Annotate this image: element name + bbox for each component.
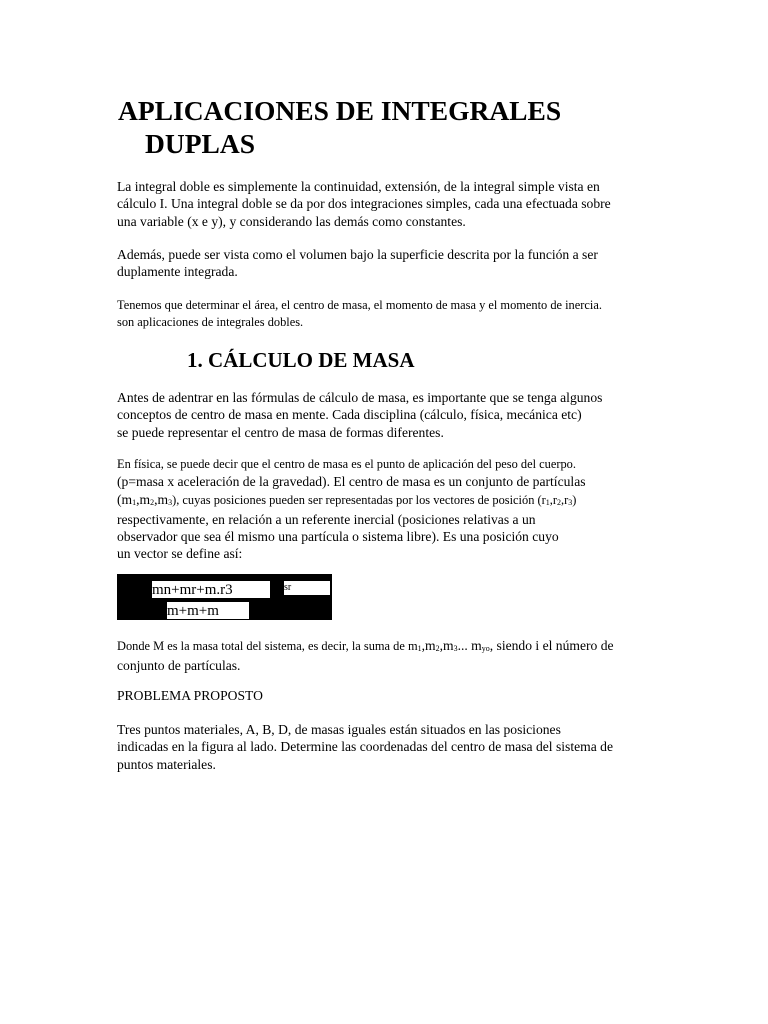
title-line-2: DUPLAS	[145, 128, 256, 159]
subscript: 3	[453, 644, 458, 653]
text-line: puntos materiales.	[117, 756, 216, 772]
text-line: Además, puede ser vista como el volumen bajo la superficie descrita por la función a ser	[117, 247, 598, 262]
subscript: 2	[435, 644, 440, 653]
subscript: 1	[545, 497, 550, 507]
text-line: una variable (x e y), y considerando las demás como constantes.	[117, 213, 466, 229]
title-line-1: APLICACIONES DE INTEGRALES	[118, 95, 562, 126]
subscript: 2	[150, 497, 155, 507]
text-fragment: ,m	[136, 491, 151, 507]
section-heading: 1. CÁLCULO DE MASA	[187, 348, 415, 372]
text-line-with-subscripts	[117, 637, 677, 657]
mass-intro-paragraph	[117, 389, 677, 441]
text-line: Tenemos que determinar el área, el centro de masa, el momento de masa y el momento de inercia.	[117, 298, 602, 312]
subscript: 3	[568, 497, 573, 507]
text-line: cálculo I. Una integral doble se da por dos integraciones simples, cada una efectuada sobre	[117, 196, 611, 212]
text-line: (p=masa x aceleración de la gravedad). El centro de masa es un conjunto de partículas	[117, 474, 586, 490]
physics-paragraph	[117, 456, 677, 563]
text-fragment: )	[572, 492, 577, 507]
subscript: 1	[417, 644, 422, 653]
formula-numerator	[152, 581, 270, 598]
text-line: duplamente integrada.	[117, 264, 238, 280]
subscript: 2	[556, 497, 561, 507]
text-line: son aplicaciones de integrales dobles.	[117, 315, 304, 330]
text-fragment: ,r	[560, 492, 569, 507]
text-fragment: ,r	[549, 492, 557, 507]
text-line: PROBLEMA PROPOSTO	[117, 688, 263, 703]
text-line: conjunto de partículas.	[117, 658, 241, 674]
text-fragment: (m	[117, 491, 133, 507]
problem-paragraph	[117, 721, 677, 773]
text-fragment: ,m	[439, 638, 454, 653]
text-fragment: ,m	[421, 638, 436, 653]
volume-paragraph	[117, 246, 677, 281]
text-line-with-subscripts	[117, 491, 677, 511]
intro-paragraph	[117, 178, 677, 230]
center-of-mass-formula	[117, 574, 332, 620]
applications-paragraph	[117, 297, 677, 332]
formula-denominator: m+m+m	[167, 602, 249, 619]
subscript: yo	[481, 644, 490, 653]
text-line: conceptos de centro de masa en mente. Cada disciplina (cálculo, física, mecánica etc)	[117, 407, 582, 423]
text-line: respectivamente, en relación a un referente inercial (posiciones relativas a un	[117, 511, 536, 527]
formula-side-label: sr	[284, 581, 330, 595]
definition-paragraph	[117, 637, 677, 675]
problem-heading	[117, 687, 677, 704]
subscript: 1	[132, 497, 137, 507]
text-line: indicadas en la figura al lado. Determine las coordenadas del centro de masa del sistema de	[117, 739, 613, 755]
text-line: se puede representar el centro de masa de formas diferentes.	[117, 424, 444, 440]
text-line: Tres puntos materiales, A, B, D, de masas iguales están situados en las posiciones	[117, 722, 561, 737]
text-fragment: Donde M es la masa total del sistema, es decir, la suma de m	[117, 639, 418, 653]
text-line: Antes de adentrar en las fórmulas de cálculo de masa, es importante que se tenga algunos	[117, 390, 603, 405]
subscript: 3	[168, 497, 173, 507]
text-line: observador que sea él mismo una partícula o sistema libre). Es una posición cuyo	[117, 529, 559, 545]
text-line: La integral doble es simplemente la continuidad, extensión, de la integral simple vista en	[117, 179, 600, 194]
text-fragment: ,m	[154, 491, 169, 507]
text-line: En física, se puede decir que el centro de masa es el punto de aplicación del peso del cuerpo.	[117, 457, 576, 471]
text-fragment: ... m	[457, 638, 482, 653]
formula-numerator-text: mn+mr+m.r3	[152, 582, 233, 598]
text-line: un vector se define así:	[117, 546, 243, 562]
text-fragment: , siendo i el número de	[489, 638, 614, 653]
document-title	[118, 94, 678, 160]
text-fragment: ), cuyas posiciones pueden ser representadas por los vectores de posición (r	[172, 492, 546, 507]
